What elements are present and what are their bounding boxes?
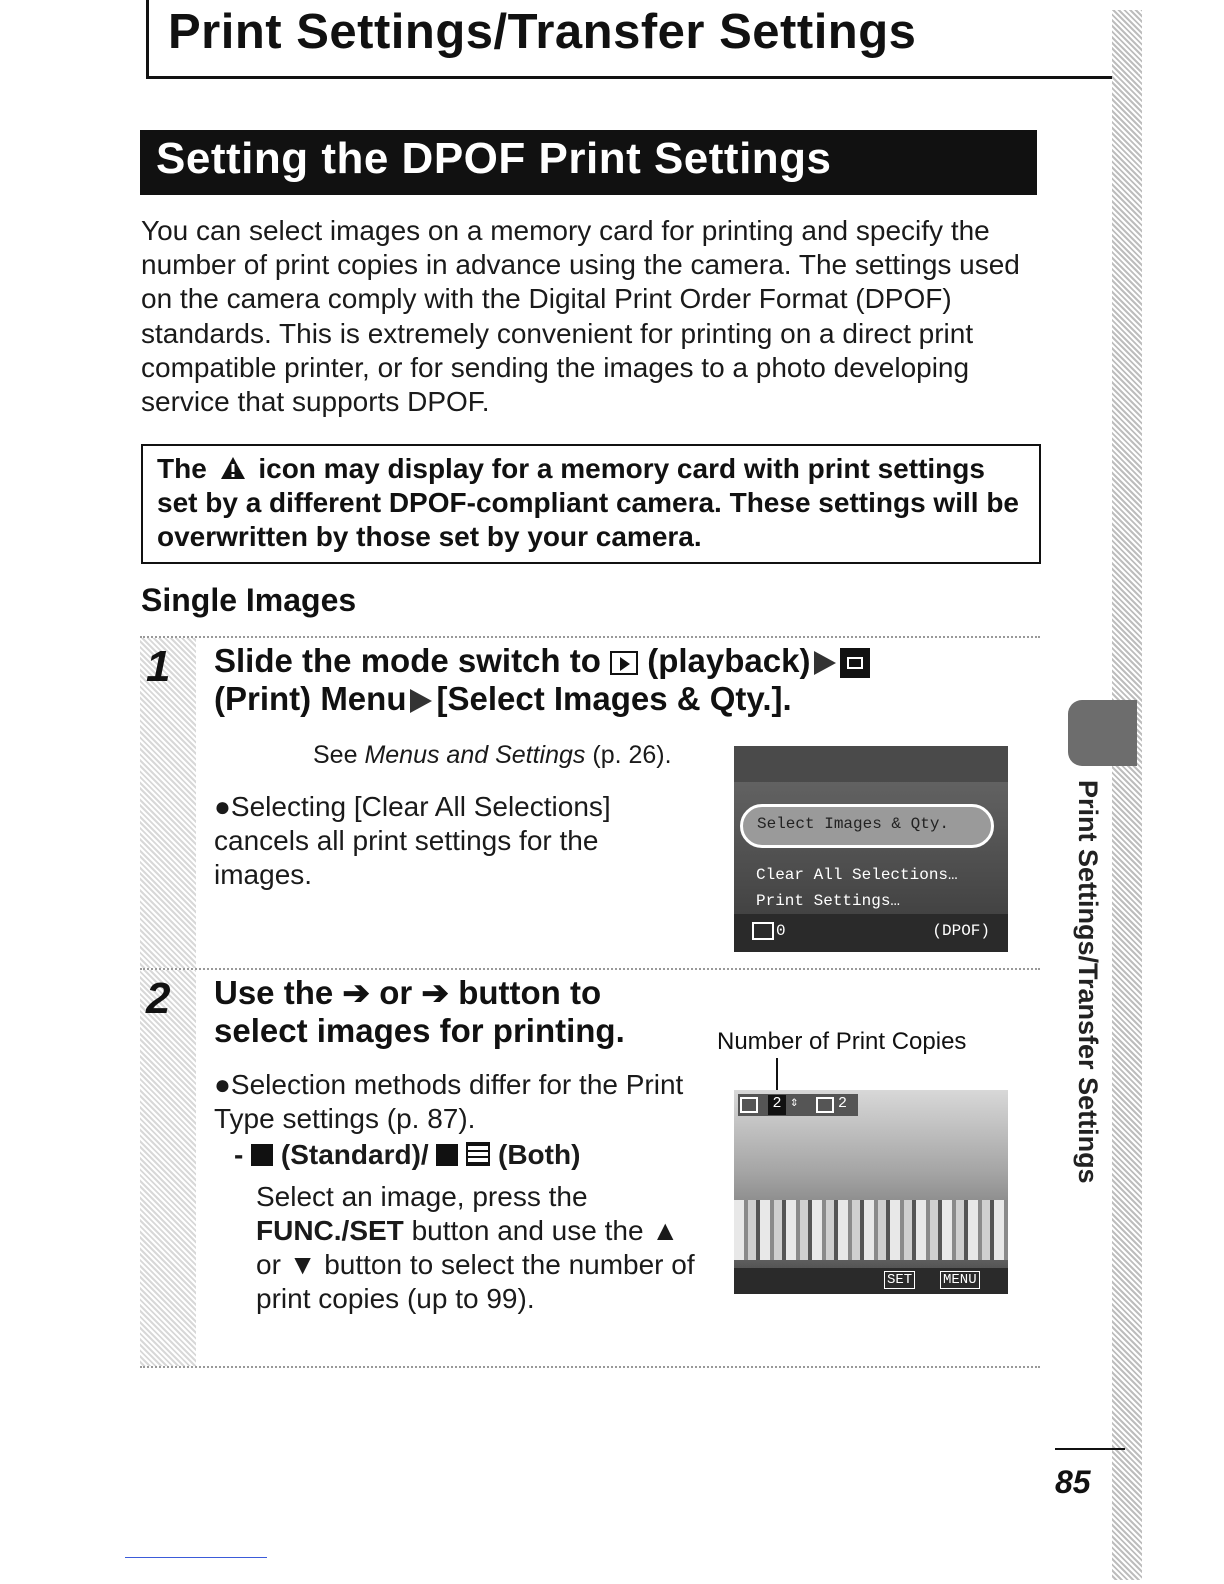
dash: - (234, 1139, 244, 1170)
step-title-part: Use the (214, 974, 334, 1011)
left-arrow-icon: ➔ (342, 974, 371, 1011)
dpof-label: (DPOF) (932, 922, 990, 940)
step-number-column (140, 970, 196, 1366)
step-title (214, 974, 625, 1050)
copies-total: 2 (838, 1095, 848, 1112)
desc-part: Select an image, press the (256, 1181, 588, 1212)
camera-screen-menu (734, 746, 1008, 952)
step-title-part: button to (458, 974, 602, 1011)
copies-value: 2 (768, 1095, 786, 1115)
bullet-item (214, 790, 664, 892)
step-title-part: (playback) (647, 642, 811, 679)
step-number-column (140, 638, 196, 968)
step-number: 1 (146, 642, 171, 691)
menu-item-select: Select Images & Qty. (757, 815, 950, 833)
right-arrow-icon: ➔ (421, 974, 450, 1011)
desc-part: button and use the (411, 1215, 644, 1246)
down-arrow-icon: ▼ (288, 1249, 317, 1280)
arrow-right-icon (814, 651, 836, 675)
menu-footer (734, 914, 1008, 952)
see-italic: Menus and Settings (364, 741, 586, 769)
page-title: Print Settings/Transfer Settings (168, 5, 917, 59)
bullet-icon: ● (214, 791, 231, 822)
camera-screen-image (734, 1090, 1008, 1294)
menu-item-print-settings: Print Settings… (756, 892, 901, 910)
step-2 (140, 968, 1040, 1368)
print-icon (840, 648, 870, 678)
arrow-right-icon (410, 689, 432, 713)
page-number-rule (1055, 1448, 1125, 1450)
chapter-tab (1068, 700, 1137, 766)
intro-paragraph: You can select images on a memory card for printing and specify the number of print copies in advance using the camera. The settings used on the camera comply with the Digital Print Order Format (DPOF) standards. This is extremely convenient for printing on a direct print compatible printer, or for sending the images to a photo developing service that supports DPOF. (141, 215, 1020, 418)
print-count: 0 (776, 922, 786, 940)
note-text (157, 452, 1027, 554)
side-strip (1112, 10, 1142, 1580)
func-set-label: FUNC./SET (256, 1215, 404, 1246)
see-reference (313, 738, 672, 772)
warning-icon (219, 455, 247, 481)
menu-highlight (740, 804, 994, 848)
print-count-icon (752, 922, 774, 940)
playback-icon (610, 651, 638, 675)
copies-caption: Number of Print Copies (717, 1028, 967, 1055)
note-text-before: The (157, 453, 207, 484)
bullet-item (214, 1068, 694, 1136)
step-1 (140, 636, 1040, 968)
up-arrow-icon: ▲ (651, 1215, 680, 1246)
standard-label: (Standard)/ (280, 1139, 429, 1170)
desc-part: or (256, 1249, 281, 1280)
step-number: 2 (146, 974, 171, 1023)
bullet-text: Selection methods differ for the Print Type settings (p. 87). (214, 1069, 684, 1134)
step-title-part: [Select Images & Qty.]. (436, 680, 792, 717)
step-description (256, 1180, 696, 1316)
index-icon (466, 1142, 490, 1166)
count-icon (816, 1097, 834, 1113)
step-title-part: (Print) Menu (214, 680, 407, 717)
standard-icon (251, 1144, 273, 1166)
standard-icon (436, 1144, 458, 1166)
see-prefix: See (313, 741, 358, 769)
both-label: (Both) (498, 1139, 581, 1170)
up-down-icon: ⇕ (790, 1095, 799, 1111)
screen-footer (734, 1268, 1008, 1294)
bullet-icon: ● (214, 1069, 231, 1100)
menu-button-label: MENU (940, 1271, 980, 1289)
bullet-text: Selecting [Clear All Selections] cancels all print settings for the images. (214, 791, 611, 890)
caption-leader-line (776, 1058, 778, 1092)
copies-overlay (738, 1094, 858, 1116)
bottom-link-line (125, 1557, 267, 1558)
print-icon-small (740, 1097, 758, 1113)
set-button-label: SET (884, 1271, 915, 1289)
note-text-after: icon may display for a memory card with print settings set by a different DPOF-compliant camera. These settings will be overwritten by those set by your camera. (157, 453, 1019, 552)
print-type-line (234, 1138, 580, 1172)
menu-item-clear: Clear All Selections… (756, 866, 958, 884)
see-suffix: (p. 26). (592, 741, 672, 769)
menu-tabs (734, 746, 1008, 782)
step-title-part: Slide the mode switch to (214, 642, 601, 679)
step-title-part: or (379, 974, 413, 1011)
section-banner (140, 130, 1037, 195)
skyline (734, 1200, 1008, 1260)
desc-part: button to select the number of print copies (up to 99). (256, 1249, 695, 1314)
subheading: Single Images (141, 582, 357, 618)
chapter-tab-label: Print Settings/Transfer Settings (1073, 780, 1103, 1184)
step-title (214, 642, 870, 718)
section-title: Setting the DPOF Print Settings (156, 134, 832, 183)
step-title-part: select images for printing. (214, 1012, 625, 1049)
note-box (141, 444, 1041, 564)
page-number: 85 (1055, 1464, 1091, 1500)
